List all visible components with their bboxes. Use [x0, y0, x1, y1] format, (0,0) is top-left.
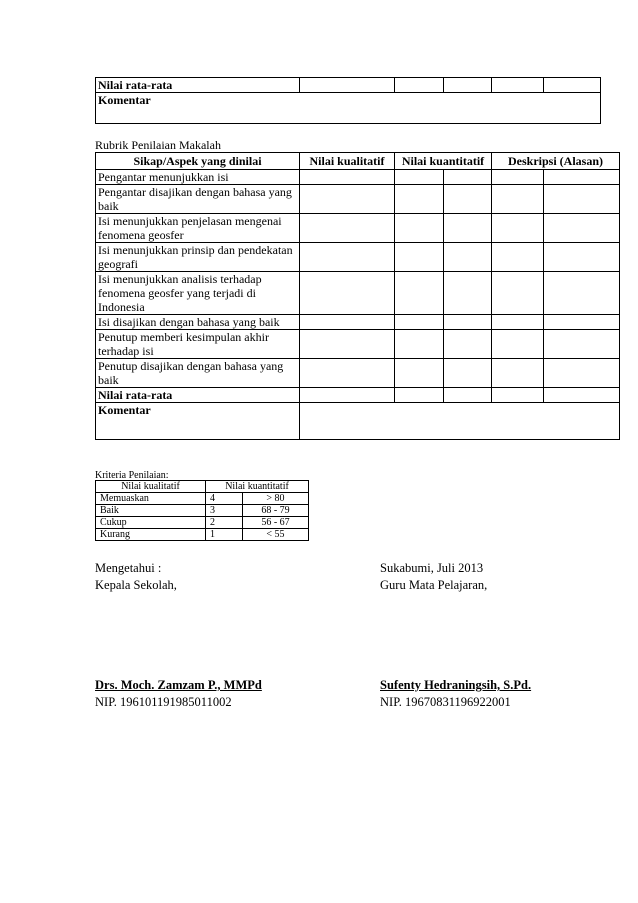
criteria-range: 68 - 79	[243, 505, 309, 517]
principal-nip: NIP. 196101191985011002	[95, 695, 232, 709]
teacher-nip: NIP. 19670831196922001	[380, 695, 511, 709]
table-row	[96, 185, 620, 214]
criteria-range: 56 - 67	[243, 517, 309, 529]
criteria-score: 1	[206, 529, 243, 541]
criteria-header-qualitative: Nilai kualitatif	[96, 481, 206, 493]
rubric-table	[95, 152, 620, 440]
criteria-label: Kurang	[96, 529, 206, 541]
rubric-item: Isi disajikan dengan bahasa yang baik	[96, 315, 300, 330]
right-signature-header	[380, 560, 487, 594]
criteria-score: 4	[206, 493, 243, 505]
criteria-header-quantitative: Nilai kuantitatif	[206, 481, 309, 493]
average-row	[96, 78, 601, 93]
rubric-item: Pengantar menunjukkan isi	[96, 170, 300, 185]
criteria-table	[95, 480, 309, 541]
criteria-label: Memuaskan	[96, 493, 206, 505]
left-signature-header	[95, 560, 177, 594]
criteria-label: Baik	[96, 505, 206, 517]
comment-label: Komentar	[96, 93, 601, 124]
place-date: Sukabumi, Juli 2013	[380, 561, 484, 575]
criteria-header-row	[96, 481, 309, 493]
criteria-title: Kriteria Penilaian:	[95, 470, 169, 481]
header-description: Deskripsi (Alasan)	[492, 153, 620, 170]
average-label: Nilai rata-rata	[96, 388, 300, 403]
table-row	[96, 505, 309, 517]
rubric-item: Isi menunjukkan penjelasan mengenai fenomena geosfer	[96, 214, 300, 243]
summary-table	[95, 77, 601, 124]
principal-name: Drs. Moch. Zamzam P., MMPd	[95, 678, 262, 692]
acknowledged-label: Mengetahui :	[95, 561, 162, 575]
criteria-score: 3	[206, 505, 243, 517]
header-quantitative: Nilai kuantitatif	[395, 153, 492, 170]
header-qualitative: Nilai kualitatif	[300, 153, 395, 170]
table-row	[96, 170, 620, 185]
criteria-range: < 55	[243, 529, 309, 541]
rubric-item: Isi menunjukkan analisis terhadap fenomena geosfer yang terjadi di Indonesia	[96, 272, 300, 315]
rubric-item: Isi menunjukkan prinsip dan pendekatan geografi	[96, 243, 300, 272]
table-row	[96, 493, 309, 505]
table-row	[96, 517, 309, 529]
rubric-item: Pengantar disajikan dengan bahasa yang baik	[96, 185, 300, 214]
table-row	[96, 315, 620, 330]
comment-label: Komentar	[96, 403, 300, 440]
criteria-range: > 80	[243, 493, 309, 505]
table-row	[96, 330, 620, 359]
left-signature	[95, 677, 262, 711]
comment-row	[96, 93, 601, 124]
rubric-item: Penutup disajikan dengan bahasa yang baik	[96, 359, 300, 388]
header-aspect: Sikap/Aspek yang dinilai	[96, 153, 300, 170]
criteria-label: Cukup	[96, 517, 206, 529]
teacher-name: Sufenty Hedraningsih, S.Pd.	[380, 678, 532, 692]
criteria-score: 2	[206, 517, 243, 529]
rubric-header-row	[96, 153, 620, 170]
rubric-item: Penutup memberi kesimpulan akhir terhadap isi	[96, 330, 300, 359]
rubric-title: Rubrik Penilaian Makalah	[95, 138, 221, 152]
teacher-title: Guru Mata Pelajaran,	[380, 578, 488, 592]
average-label: Nilai rata-rata	[96, 78, 300, 93]
table-row	[96, 529, 309, 541]
table-row	[96, 214, 620, 243]
right-signature	[380, 677, 531, 711]
principal-title: Kepala Sekolah,	[95, 578, 177, 592]
table-row	[96, 272, 620, 315]
average-row	[96, 388, 620, 403]
table-row	[96, 359, 620, 388]
comment-row	[96, 403, 620, 440]
table-row	[96, 243, 620, 272]
